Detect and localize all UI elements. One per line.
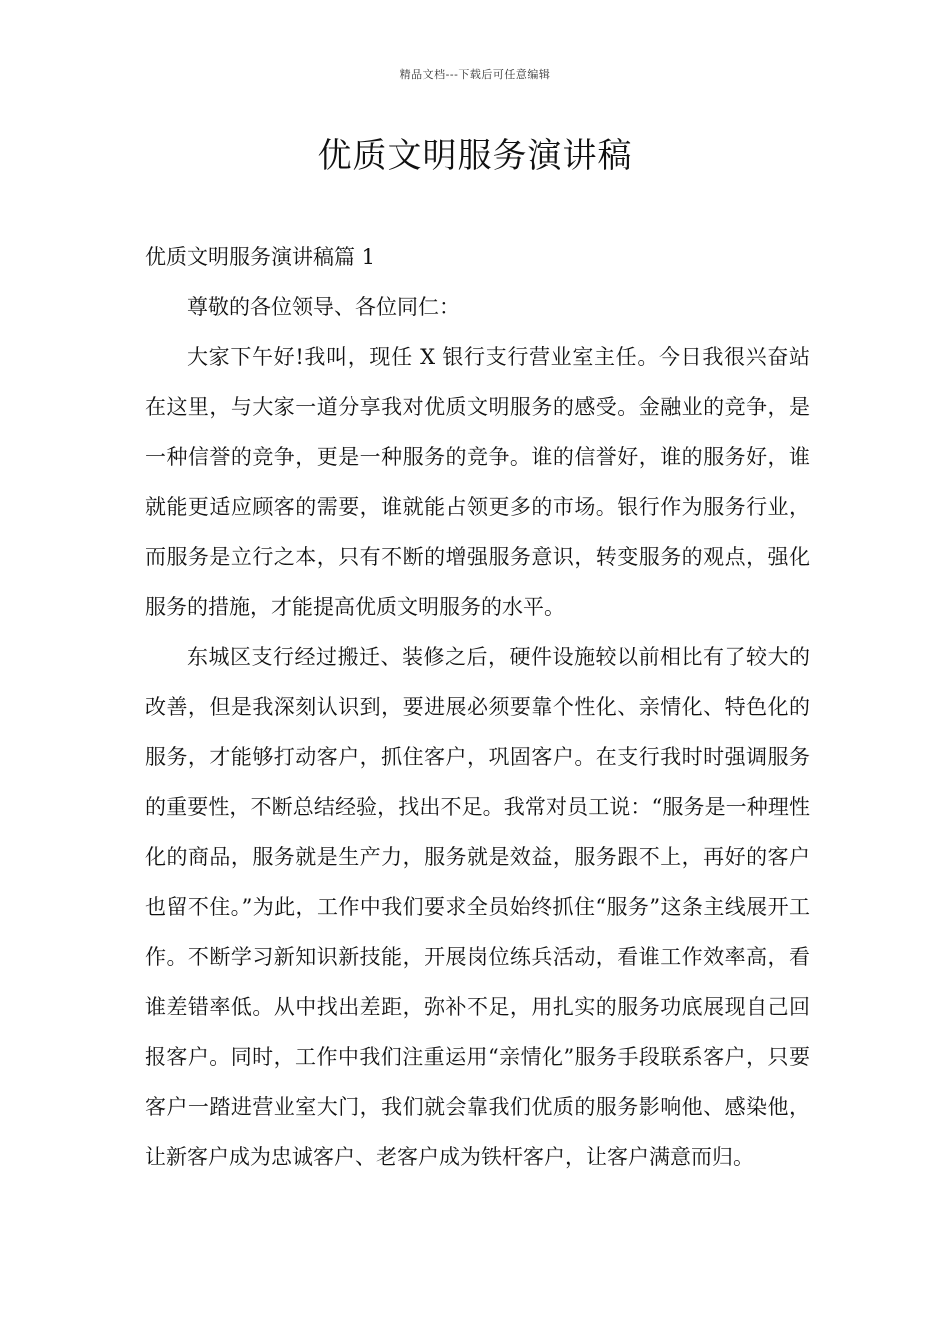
header-note: 精品文档---下载后可任意编辑 xyxy=(399,68,551,81)
section-heading: 优质文明服务演讲稿篇 1 xyxy=(145,245,376,269)
body-paragraph: 大家下午好!我叫，现任 X 银行支行营业室主任。今日我很兴奋站在这里，与大家一道分享我对优质文明服务的感受。金融业的竞争，是一种信誉的竞争，更是一种服务的竞争。谁的信誉好，谁的服务好，谁就能更适应顾客的需要，谁就能占领更多的市场。银行作为服务行业，而服务是立行之本，只有不断的增强服务意识，转变服务的观点，强化服务的措施，才能提高优质文明服务的水平。 xyxy=(145,345,810,619)
salutation-paragraph: 尊敬的各位领导、各位同仁： xyxy=(187,295,460,319)
document-title: 优质文明服务演讲稿 xyxy=(317,136,633,176)
body-paragraph: 东城区支行经过搬迁、装修之后，硬件设施较以前相比有了较大的改善，但是我深刻认识到，要进展必须要靠个性化、亲情化、特色化的服务，才能够打动客户，抓住客户，巩固客户。在支行我时时强调服务的重要性，不断总结经验，找出不足。我常对员工说：“服务是一种理性化的商品，服务就是生产力，服务就是效益，服务跟不上，再好的客户也留不住。”为此，工作中我们要求全员始终抓住“服务”这条主线展开工作。不断学习新知识新技能，开展岗位练兵活动，看谁工作效率高，看谁差错率低。从中找出差距，弥补不足，用扎实的服务功底展现自己回报客户。同时，工作中我们注重运用“亲情化”服务手段联系客户，只要客户一踏进营业室大门，我们就会靠我们优质的服务影响他、感染他，让新客户成为忠诚客户、老客户成为铁杆客户，让客户满意而归。 xyxy=(145,645,810,1169)
document-body xyxy=(145,232,810,1182)
